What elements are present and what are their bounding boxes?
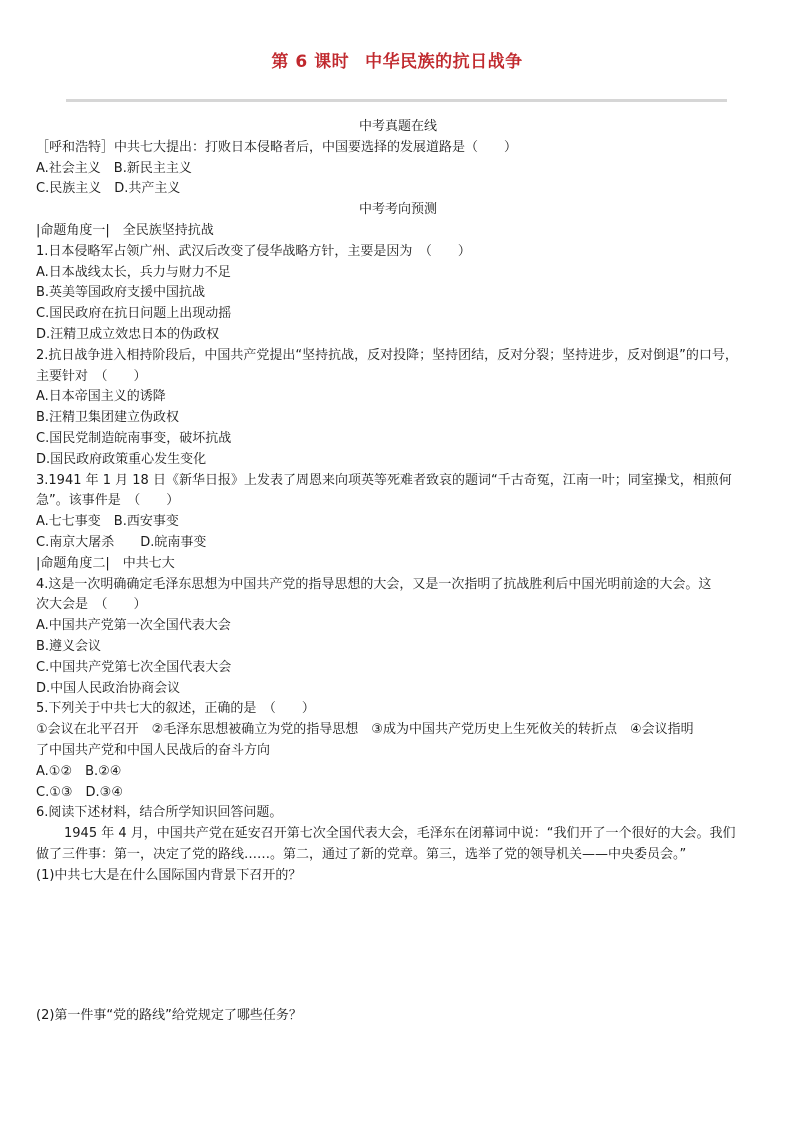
answer-option: A.日本战线太长，兵力与财力不足 (36, 264, 231, 280)
topic-angle-label: |命题角度一| 全民族坚持抗战 (36, 222, 214, 238)
answer-option: B.遵义会议 (36, 638, 102, 654)
title-divider (66, 99, 727, 102)
answer-option: C.国民党制造皖南事变，破坏抗战 (36, 430, 232, 446)
question-text: 4.这是一次明确确定毛泽东思想为中国共产党的指导思想的大会，又是一次指明了抗战胜利后中国光明前途的大会。这 (36, 576, 712, 592)
section-heading-forecast: 中考考向预测 (358, 202, 437, 218)
question-text: ［呼和浩特］中共七大提出：打败日本侵略者后，中国要选择的发展道路是（ ） (36, 139, 518, 155)
sub-question-2: (2)第一件事“党的路线”给党规定了哪些任务？ (36, 1008, 302, 1024)
answer-option: D.国民政府政策重心发生变化 (36, 451, 207, 467)
question-text-cont: 主要针对 （ ） (36, 368, 147, 384)
question-text-cont: 急”。该事件是 （ ） (36, 493, 180, 509)
statement-list-cont: 了中国共产党和中国人民战后的奋斗方向 (36, 742, 271, 758)
question-text: 6.阅读下述材料，结合所学知识回答问题。 (36, 805, 283, 821)
answer-option: A.日本帝国主义的诱降 (36, 389, 166, 405)
answer-options: C.民族主义 D.共产主义 (36, 181, 181, 197)
answer-options: C.①③ D.③④ (36, 784, 123, 800)
question-text: 1.日本侵略军占领广州、武汉后改变了侵华战略方针，主要是因为 （ ） (36, 243, 471, 259)
answer-options: C.南京大屠杀 D.皖南事变 (36, 534, 207, 550)
worksheet-body (36, 117, 760, 1027)
answer-option: B.英美等国政府支援中国抗战 (36, 285, 206, 301)
question-text-cont: 次大会是 （ ） (36, 597, 147, 613)
answer-option: A.中国共产党第一次全国代表大会 (36, 618, 231, 634)
section-heading-real-exam: 中考真题在线 (358, 119, 437, 134)
reading-material-cont: 做了三件事：第一，决定了党的路线……。第二，通过了新的党章。第三，选举了党的领导机关——中央委员会。” (36, 846, 687, 862)
answer-options: A.①② B.②④ (36, 763, 122, 779)
topic-angle-label: |命题角度二| 中共七大 (36, 555, 175, 571)
sub-question-1: (1)中共七大是在什么国际国内背景下召开的？ (36, 867, 302, 883)
question-text: 5.下列关于中共七大的叙述，正确的是 （ ） (36, 701, 315, 717)
answer-option: B.汪精卫集团建立伪政权 (36, 410, 180, 426)
lesson-topic: 中华民族的抗日战争 (365, 52, 523, 72)
question-text: 2.抗日战争进入相持阶段后，中国共产党提出“坚持抗战，反对投降；坚持团结，反对分裂；坚持进步，反对倒退”的口号， (36, 347, 738, 363)
answer-option: C.国民政府在抗日问题上出现动摇 (36, 306, 232, 322)
statement-list: ①会议在北平召开 ②毛泽东思想被确立为党的指导思想 ③成为中国共产党历史上生死攸关的转折点 ④会议指明 (36, 722, 694, 738)
page-title (0, 47, 794, 72)
reading-material: 1945 年 4 月，中国共产党在延安召开第七次全国代表大会，毛泽东在闭幕词中说：“我们开了一个很好的大会。我们 (64, 826, 736, 842)
answer-option: D.汪精卫成立效忠日本的伪政权 (36, 326, 220, 342)
answer-option: C.中国共产党第七次全国代表大会 (36, 659, 232, 675)
lesson-number: 第 6 课时 (271, 52, 350, 72)
answer-space[interactable] (36, 886, 760, 1006)
answer-options: A.七七事变 B.西安事变 (36, 514, 179, 530)
answer-options: A.社会主义 B.新民主主义 (36, 160, 192, 176)
question-text: 3.1941 年 1 月 18 日《新华日报》上发表了周恩来向项英等死难者致哀的题词“千古奇冤，江南一叶；同室操戈，相煎何 (36, 472, 732, 488)
answer-option: D.中国人民政治协商会议 (36, 680, 181, 696)
